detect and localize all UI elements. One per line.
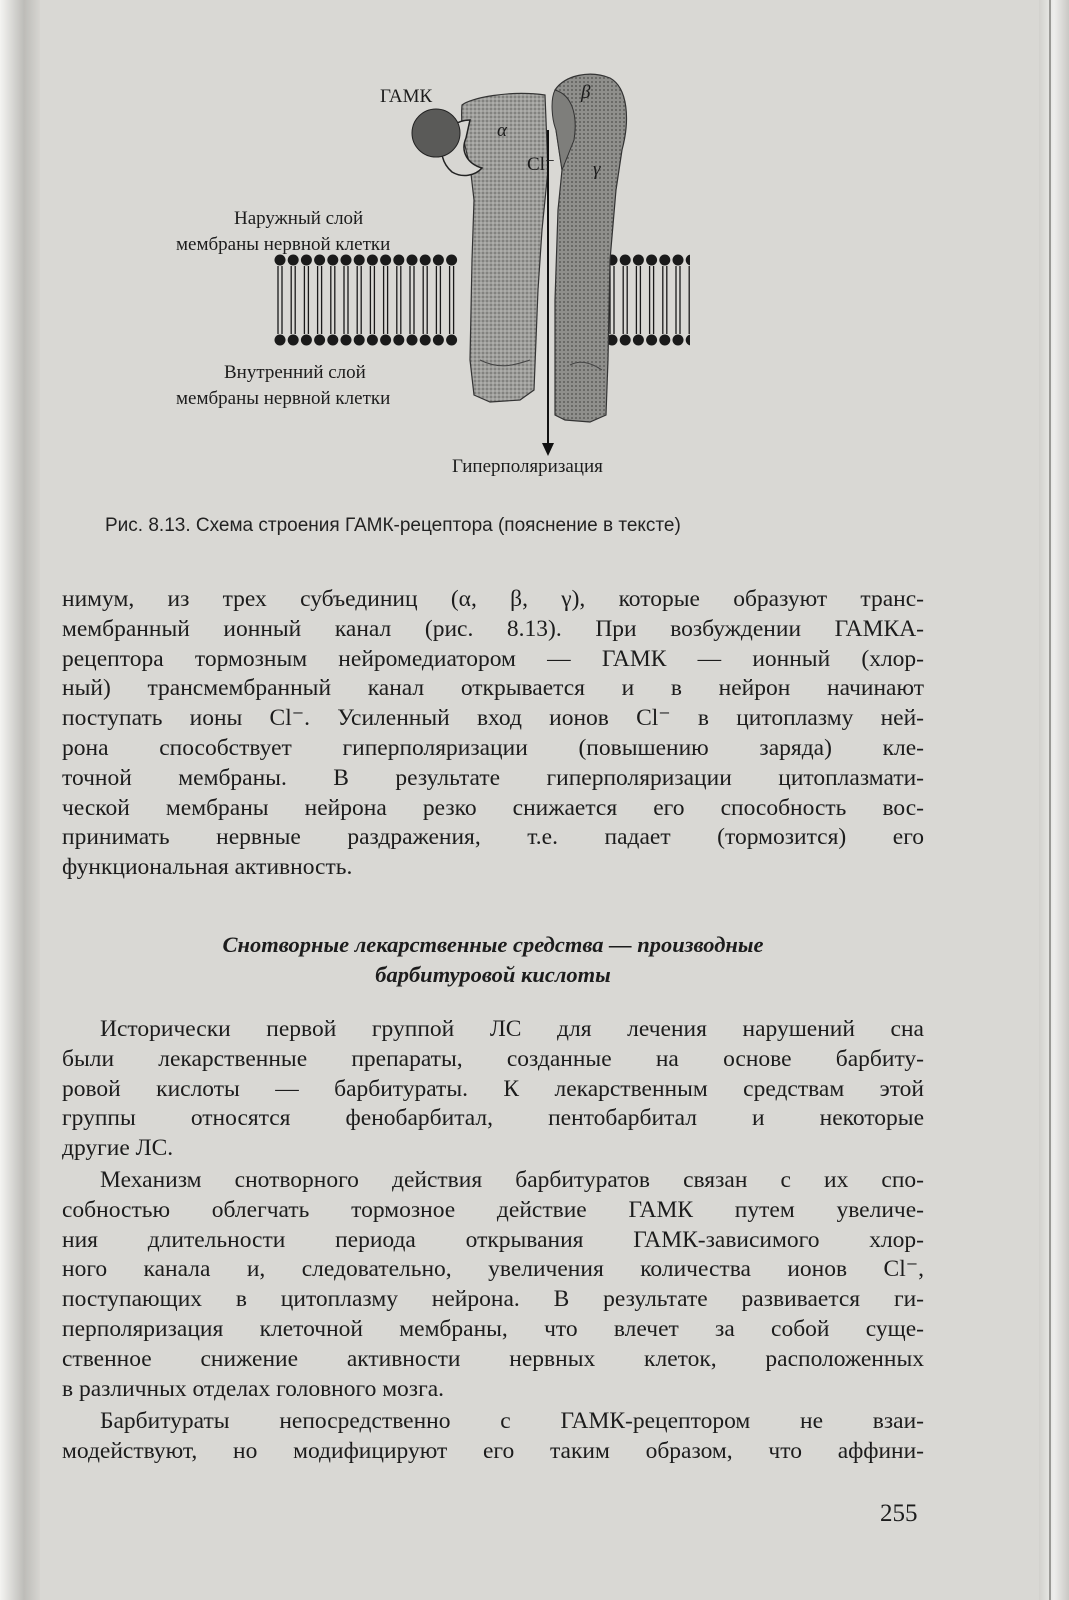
label-inner-layer-1: Внутренний слой — [224, 362, 366, 383]
right-membrane — [607, 255, 691, 346]
lipid-head — [646, 255, 657, 266]
text-line: поступающих в цитоплазму нейрона. В результате развивается ги- — [62, 1286, 924, 1313]
text-line: рона способствует гиперполяризации (повышению заряда) кле- — [62, 734, 924, 761]
label-outer-layer-1: Наружный слой — [234, 208, 364, 229]
text-line: собностью облегчать тормозное действие ГАМК путем увеличе- — [62, 1196, 924, 1223]
lipid-head — [393, 335, 404, 346]
page-edge — [1039, 0, 1069, 1600]
section-heading — [62, 930, 924, 990]
lipid-head — [301, 335, 312, 346]
gaba-receptor-diagram — [170, 60, 690, 490]
lipid-head — [327, 335, 338, 346]
gaba-molecule — [412, 109, 460, 157]
lipid-head — [686, 255, 690, 266]
lipid-head — [686, 335, 690, 346]
paragraph-2 — [62, 1015, 924, 1164]
lipid-head — [288, 335, 299, 346]
lipid-head — [407, 255, 418, 266]
text-line: принимать нервные раздражения, т.е. падает (тормозится) его — [62, 824, 924, 851]
lipid-head — [314, 335, 325, 346]
label-chloride: Cl⁻ — [527, 154, 555, 175]
label-gaba: ГАМК — [380, 86, 433, 107]
lipid-head — [327, 255, 338, 266]
lipid-head — [275, 255, 286, 266]
lipid-head — [673, 335, 684, 346]
text-line: модействуют, но модифицируют его таким образом, что аффини- — [62, 1437, 924, 1464]
text-line: в различных отделах головного мозга. — [62, 1375, 445, 1402]
lipid-head — [393, 255, 404, 266]
text-line: ровой кислоты — барбитураты. К лекарственным средствам этой — [62, 1075, 924, 1102]
label-beta: β — [581, 82, 591, 103]
lipid-head — [433, 255, 444, 266]
text-line: Барбитураты непосредственно с ГАМК-рецептором не взаи- — [100, 1408, 924, 1434]
lipid-head — [659, 255, 670, 266]
lipid-head — [433, 335, 444, 346]
text-line: перполяризация клеточной мембраны, что влечет за собой суще- — [62, 1315, 924, 1342]
lipid-head — [314, 255, 325, 266]
lipid-head — [446, 335, 457, 346]
lipid-head — [367, 335, 378, 346]
lipid-head — [275, 335, 286, 346]
lipid-head — [420, 255, 431, 266]
lipid-head — [341, 255, 352, 266]
lipid-head — [301, 255, 312, 266]
lipid-head — [380, 255, 391, 266]
text-line: мембранный ионный канал (рис. 8.13). При возбуждении ГАМКА- — [62, 615, 924, 642]
lipid-head — [620, 255, 631, 266]
lipid-head — [354, 255, 365, 266]
lipid-head — [646, 335, 657, 346]
text-line: ния длительности периода открывания ГАМК-зависимого хлор- — [62, 1226, 924, 1253]
label-hyperpolarization: Гиперполяризация — [452, 456, 603, 477]
lipid-head — [367, 255, 378, 266]
figure-caption: Рис. 8.13. Схема строения ГАМК-рецептора (пояснение в тексте) — [105, 515, 681, 536]
paragraph-4 — [62, 1407, 924, 1467]
label-gamma: γ — [593, 159, 601, 180]
text-line: нимум, из трех субъединиц (α, β, γ), которые образуют транс- — [62, 586, 924, 612]
left-membrane — [275, 255, 458, 346]
text-line: другие ЛС. — [62, 1135, 174, 1162]
text-line: ственное снижение активности нервных клеток, расположенных — [62, 1345, 924, 1372]
lipid-head — [659, 335, 670, 346]
lipid-head — [354, 335, 365, 346]
lipid-head — [633, 255, 644, 266]
lipid-head — [446, 255, 457, 266]
lipid-head — [407, 335, 418, 346]
text-line: Исторически первой группой ЛС для лечения нарушений сна — [100, 1016, 924, 1042]
paragraph-3 — [62, 1166, 924, 1404]
lipid-head — [620, 335, 631, 346]
lipid-head — [420, 335, 431, 346]
section-heading-line-2: барбитуровой кислоты — [375, 962, 611, 987]
label-alpha: α — [497, 120, 507, 141]
section-heading-line-1: Снотворные лекарственные средства — производные — [222, 932, 764, 957]
text-line: ческой мембраны нейрона резко снижается его способность вос- — [62, 794, 924, 821]
label-inner-layer-2: мембраны нервной клетки — [176, 388, 391, 409]
paragraph-1 — [62, 585, 924, 883]
gaba-receptor-figure — [170, 60, 690, 490]
text-line: группы относятся фенобарбитал, пентобарбитал и некоторые — [62, 1105, 924, 1132]
arrow-head — [542, 443, 554, 456]
lipid-head — [380, 335, 391, 346]
page-number: 255 — [880, 1500, 918, 1527]
lipid-head — [673, 255, 684, 266]
label-outer-layer-2: мембраны нервной клетки — [176, 234, 391, 255]
text-line: точной мембраны. В результате гиперполяризации цитоплазмати- — [62, 764, 924, 791]
text-line: Механизм снотворного действия барбитуратов связан с их спо- — [100, 1167, 924, 1193]
text-line: рецептора тормозным нейромедиатором — ГАМК — ионный (хлор- — [62, 645, 924, 672]
lipid-head — [633, 335, 644, 346]
text-line: ный) трансмембранный канал открывается и в нейрон начинают — [62, 675, 924, 702]
lipid-head — [288, 255, 299, 266]
text-line: функциональная активность. — [62, 854, 353, 881]
lipid-head — [341, 335, 352, 346]
text-line: поступать ионы Cl⁻. Усиленный вход ионов Cl⁻ в цитоплазму ней- — [62, 705, 924, 732]
text-line: ного канала и, следовательно, увеличения количества ионов Cl⁻, — [62, 1256, 924, 1283]
page-binding-shadow — [0, 0, 40, 1600]
text-line: были лекарственные препараты, созданные на основе барбиту- — [62, 1045, 924, 1072]
